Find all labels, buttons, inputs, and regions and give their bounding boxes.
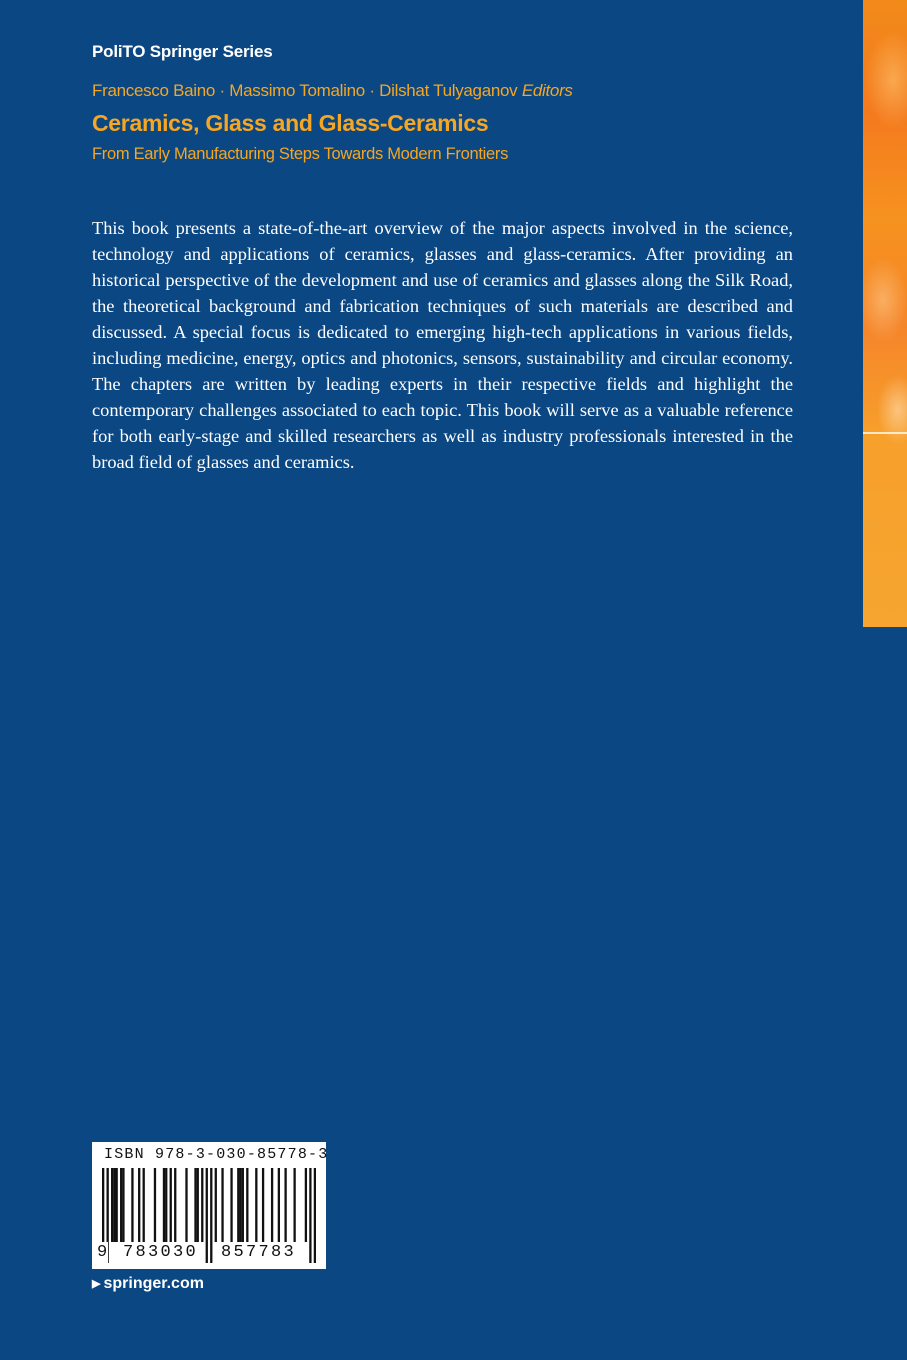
barcode-bar — [111, 1168, 113, 1242]
orange-spine-strip — [863, 0, 907, 627]
barcode-bar — [143, 1168, 145, 1242]
barcode-bar — [122, 1168, 124, 1242]
barcode-bar — [284, 1168, 286, 1242]
barcode-bar — [154, 1168, 156, 1242]
barcode-bar — [120, 1168, 122, 1242]
barcode-bar — [165, 1168, 167, 1242]
book-subtitle: From Early Manufacturing Steps Towards Modern Frontiers — [92, 145, 509, 163]
barcode-lead-digit: 9 — [97, 1243, 108, 1262]
barcode-bar — [237, 1168, 239, 1242]
barcode-bar — [246, 1168, 248, 1242]
barcode-left-group: 783030 — [123, 1243, 199, 1262]
barcode-bar — [116, 1168, 118, 1242]
barcode-digits — [97, 1242, 316, 1264]
editors-line — [92, 81, 573, 101]
barcode-bar — [185, 1168, 187, 1242]
barcode-bar — [194, 1168, 196, 1242]
editors-role: Editors — [521, 81, 573, 100]
barcode-bar — [305, 1168, 307, 1242]
book-description: This book presents a state-of-the-art overview of the major aspects involved in the science, technology and applications of ceramics, glasses and glass-ceramics. After providing an historical perspective of the development and use of ceramics and glasses along the Silk Road, the theoretical background and fabrication techniques of such materials are described and discussed. A special focus is dedicated to emerging high-tech applications in various fields, including medicine, energy, optics and photonics, sensors, sustainability and circular economy. The chapters are written by leading experts in their respective fields and highlight the contemporary challenges associated to each topic. This book will serve as a valuable reference for both early-stage and skilled researchers as well as industry professionals interested in the broad field of glasses and ceramics. — [92, 218, 793, 472]
barcode-bar — [131, 1168, 133, 1242]
barcode-bar — [201, 1168, 203, 1242]
barcode-bar — [293, 1168, 295, 1242]
book-title: Ceramics, Glass and Glass-Ceramics — [92, 110, 489, 136]
isbn-label: ISBN 978-3-030-85778-3 — [104, 1146, 329, 1163]
strip-divider-line — [863, 432, 907, 434]
barcode-bar — [197, 1168, 199, 1242]
barcode-bar — [221, 1168, 223, 1242]
barcode-bar — [138, 1168, 140, 1242]
triangle-right-icon: ▶ — [92, 1278, 101, 1290]
barcode-bar — [230, 1168, 232, 1242]
website-text: springer.com — [103, 1275, 204, 1292]
barcode-box — [92, 1142, 329, 1269]
barcode-bar — [163, 1168, 165, 1242]
editor-names: Francesco Baino · Massimo Tomalino · Dilshat Tulyaganov — [92, 81, 518, 100]
website-link[interactable] — [92, 1275, 204, 1293]
barcode-bar — [242, 1168, 244, 1242]
barcode-bar — [278, 1168, 280, 1242]
barcode-bar — [215, 1168, 217, 1242]
barcode-bar — [271, 1168, 273, 1242]
barcode-right-group: 857783 — [221, 1243, 297, 1262]
barcode-bar — [113, 1168, 115, 1242]
barcode-bar — [174, 1168, 176, 1242]
barcode-bar — [262, 1168, 264, 1242]
barcode-bar — [239, 1168, 241, 1242]
series-name: PoliTO Springer Series — [92, 42, 273, 61]
strip-glow — [863, 0, 907, 627]
barcode-bar — [255, 1168, 257, 1242]
barcode-bar — [170, 1168, 172, 1242]
